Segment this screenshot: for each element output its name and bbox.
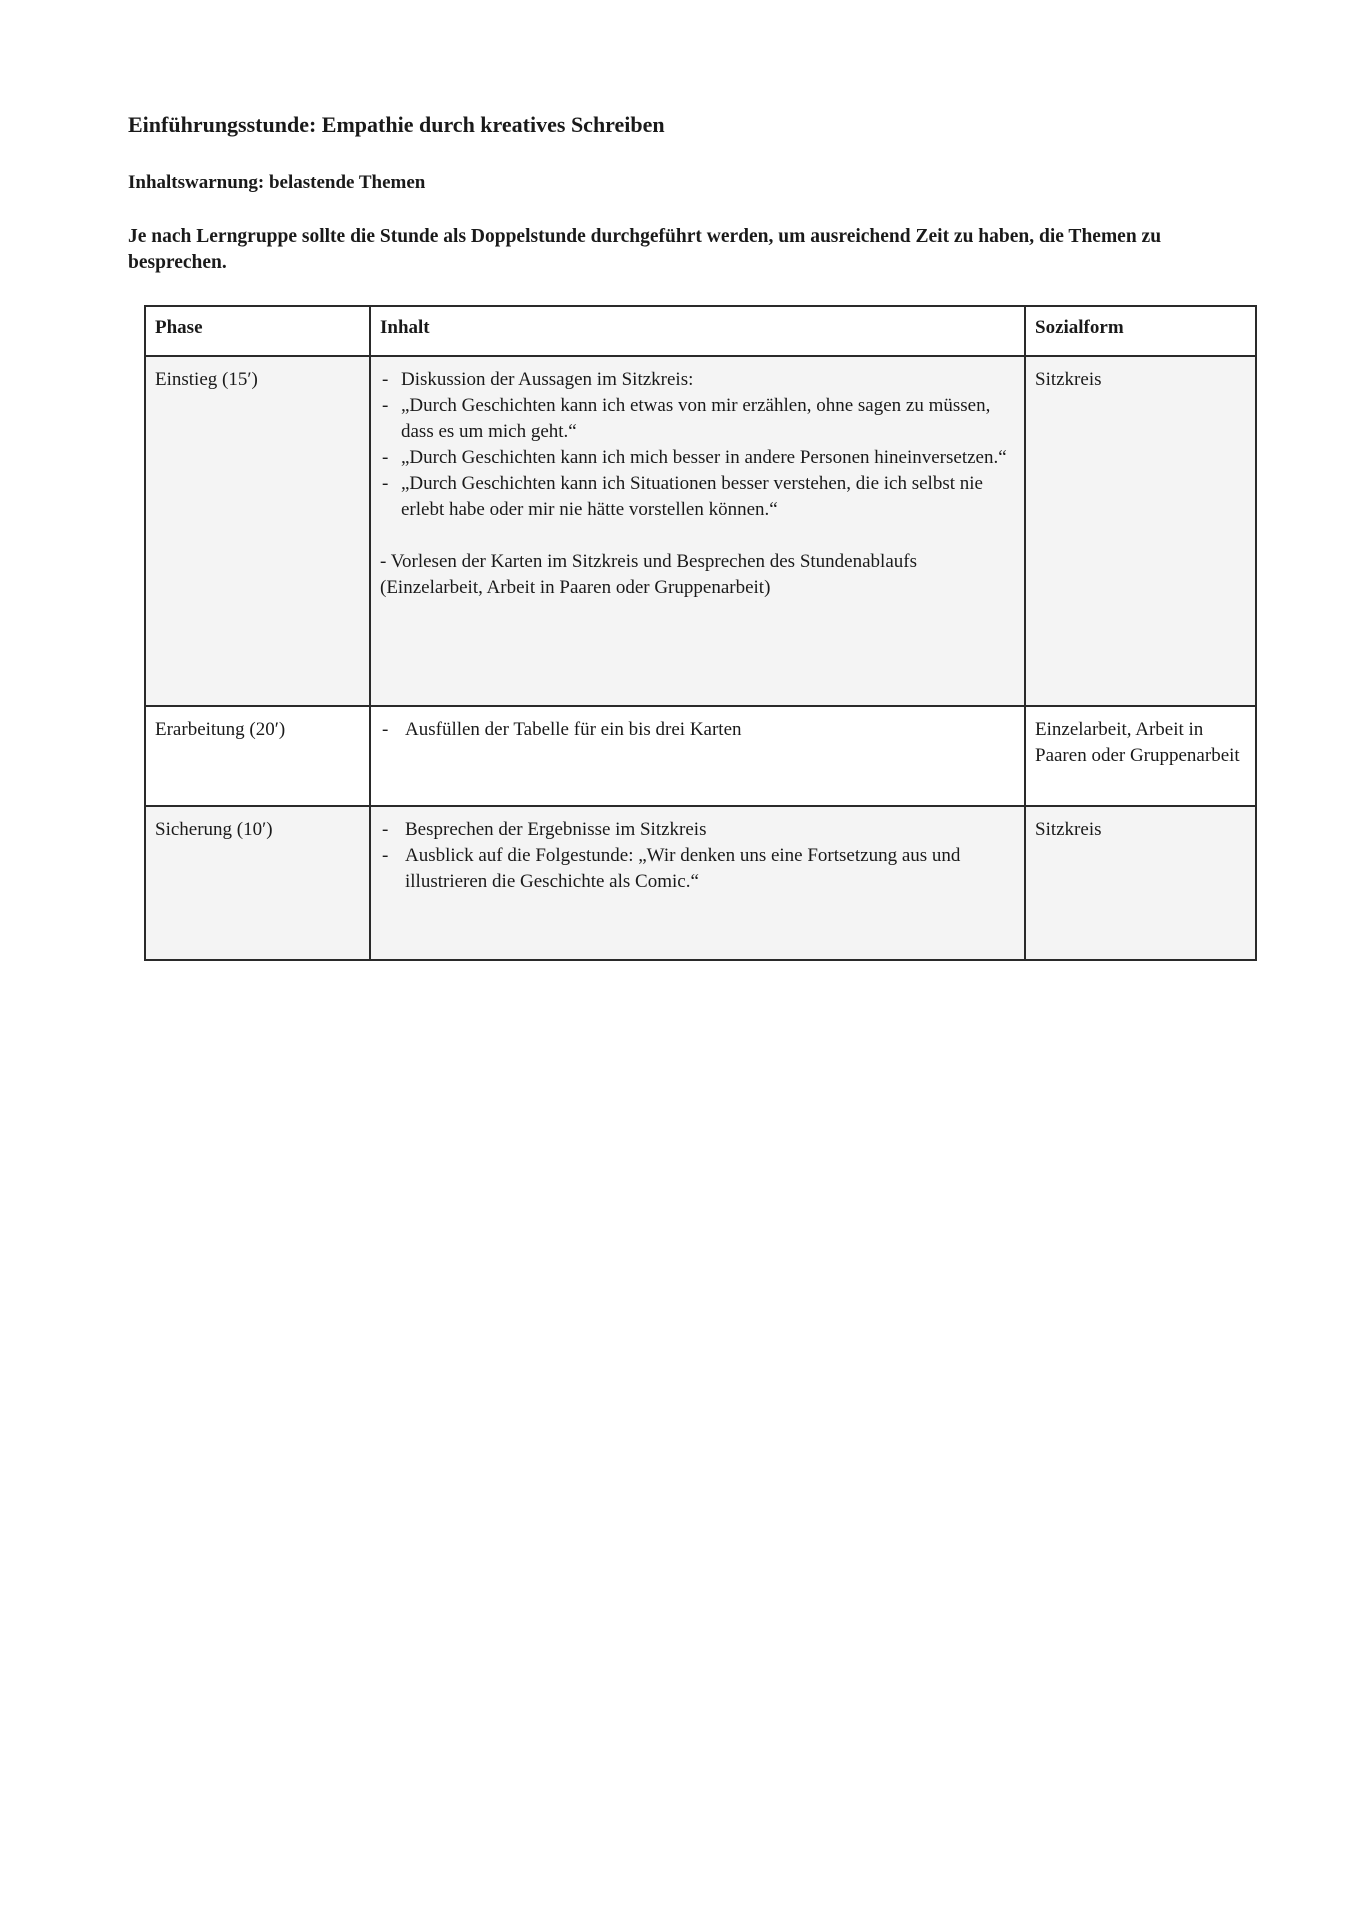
table-header-row — [145, 306, 1256, 356]
phase-cell: Sicherung (10′) — [145, 806, 370, 960]
inhalt-cell — [370, 806, 1025, 960]
inhalt-list — [380, 717, 1016, 743]
inhalt-cell — [370, 706, 1025, 806]
content-warning: Inhaltswarnung: belastende Themen — [128, 172, 426, 193]
lesson-plan-table — [144, 305, 1257, 961]
sozialform-cell: Sitzkreis — [1025, 806, 1256, 960]
list-item: - „Durch Geschichten kann ich Situationen besser verstehen, die ich selbst nie erlebt habe oder mir nie hätte vorstellen können.“ — [380, 471, 1016, 523]
phase-cell: Erarbeitung (20′) — [145, 706, 370, 806]
sozialform-cell: Sitzkreis — [1025, 356, 1256, 706]
list-item: - Ausfüllen der Tabelle für ein bis drei Karten — [380, 717, 1016, 743]
list-item: - Diskussion der Aussagen im Sitzkreis: — [380, 367, 1016, 393]
inhalt-paragraph: - Vorlesen der Karten im Sitzkreis und Besprechen des Stundenablaufs (Einzelarbeit, Arbeit in Paaren oder Gruppenarbeit) — [380, 551, 917, 598]
list-item: - „Durch Geschichten kann ich etwas von mir erzählen, ohne sagen zu müssen, dass es um mich geht.“ — [380, 393, 1016, 445]
header-sozialform: Sozialform — [1025, 306, 1256, 356]
inhalt-cell — [370, 356, 1025, 706]
inhalt-list — [380, 817, 1016, 895]
table-row — [145, 806, 1256, 960]
list-item: - Ausblick auf die Folgestunde: „Wir denken uns eine Fortsetzung aus und illustrieren die Geschichte als Comic.“ — [380, 843, 1016, 895]
document-title: Einführungsstunde: Empathie durch kreatives Schreiben — [128, 112, 665, 137]
header-phase: Phase — [145, 306, 370, 356]
table-row — [145, 706, 1256, 806]
list-item: - „Durch Geschichten kann ich mich besser in andere Personen hineinversetzen.“ — [380, 445, 1016, 471]
table-row — [145, 356, 1256, 706]
inhalt-list — [380, 367, 1016, 523]
list-item: - Besprechen der Ergebnisse im Sitzkreis — [380, 817, 1016, 843]
phase-cell: Einstieg (15′) — [145, 356, 370, 706]
sozialform-cell: Einzelarbeit, Arbeit in Paaren oder Gruppenarbeit — [1025, 706, 1256, 806]
header-inhalt: Inhalt — [370, 306, 1025, 356]
lesson-note: Je nach Lerngruppe sollte die Stunde als Doppelstunde durchgeführt werden, um ausreichend Zeit zu haben, die Themen zu besprechen. — [128, 226, 1162, 273]
